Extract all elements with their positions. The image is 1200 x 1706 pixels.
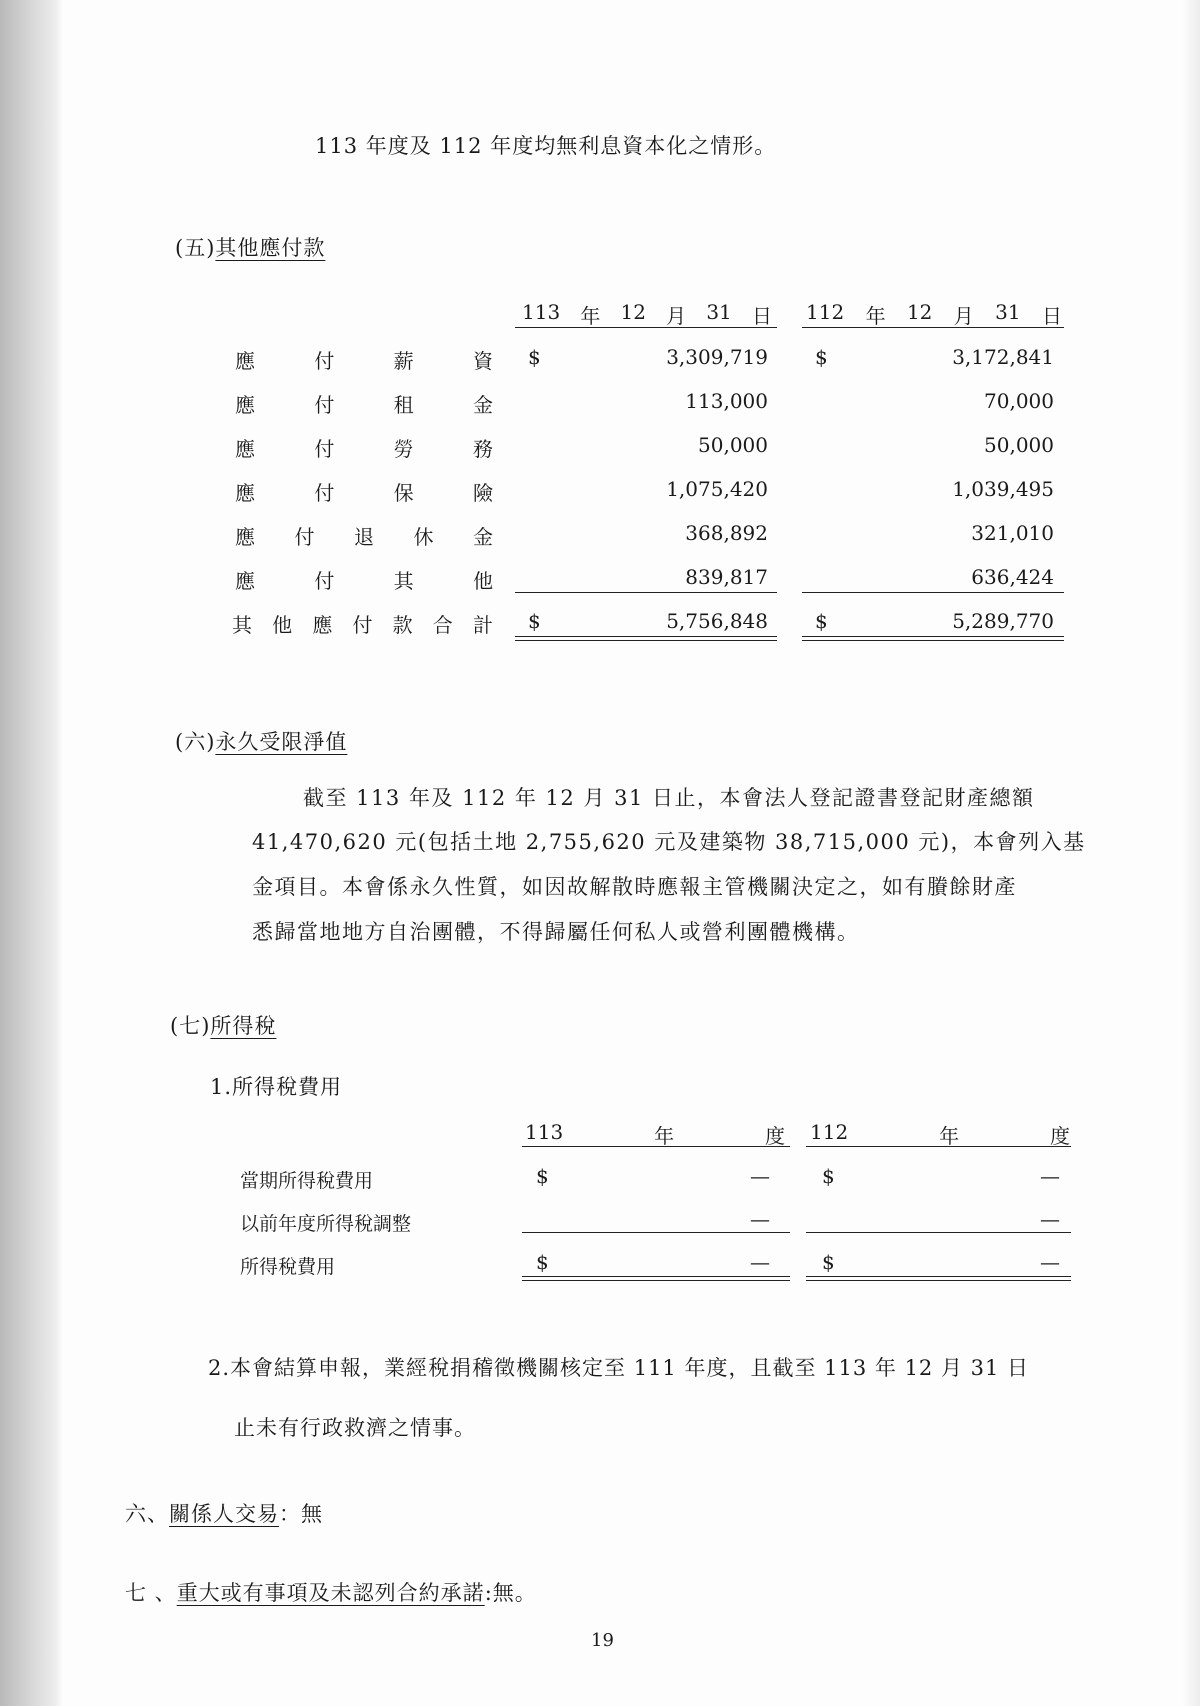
section6-line-4: 悉歸當地地方自治團體，不得歸屬任何私人或營利團體機構。 bbox=[252, 920, 860, 944]
s7-currency-113: $ bbox=[536, 1164, 549, 1188]
s7-currency-112: $ bbox=[822, 1164, 835, 1188]
item6-prefix: 六、 bbox=[125, 1502, 169, 1526]
s5-value-113: 50,000 bbox=[698, 433, 768, 457]
s7-dash-112: — bbox=[1040, 1207, 1060, 1231]
item7-suffix: :無。 bbox=[484, 1581, 537, 1605]
s5-row-label: 應 付 保 險 bbox=[235, 481, 493, 505]
s5-value-113: 3,309,719 bbox=[666, 345, 768, 369]
scan-edge-shadow bbox=[1182, 0, 1200, 1706]
section6-line-3: 金項目。本會係永久性質，如因故解散時應報主管機關決定之，如有賸餘財產 bbox=[252, 875, 1017, 899]
section6-title: 永久受限淨值 bbox=[215, 730, 348, 754]
s7-total-double-rule-112 bbox=[806, 1276, 1071, 1281]
s7-row-label: 所得稅費用 bbox=[240, 1256, 336, 1278]
section7-sub2-line-1: 2.本會結算申報，業經稅捐稽徵機關核定至 111 年度，且截至 113 年 12 月 31 日 bbox=[208, 1356, 1030, 1380]
item7-title: 重大或有事項及未認列合約承諾 bbox=[176, 1581, 485, 1605]
s7-total-currency-112: $ bbox=[822, 1250, 835, 1274]
section6-line-2: 41,470,620 元(包括土地 2,755,620 元及建築物 38,715,000 元)，本會列入基 bbox=[252, 830, 1086, 854]
item6-title: 關係人交易 bbox=[169, 1502, 279, 1526]
section5-prefix: (五) bbox=[175, 236, 216, 260]
s5-subtotal-rule-112 bbox=[802, 592, 1064, 593]
s5-col-112-header-rule bbox=[802, 327, 1064, 328]
section6-prefix: (六) bbox=[175, 730, 216, 754]
s7-dash-113: — bbox=[750, 1207, 770, 1231]
s5-row-label: 應 付 薪 資 bbox=[235, 349, 493, 373]
s5-total-currency-112: $ bbox=[815, 609, 828, 633]
s5-value-113: 368,892 bbox=[685, 521, 768, 545]
item7-line bbox=[125, 1577, 537, 1607]
item6-suffix: ：無 bbox=[279, 1502, 323, 1526]
section7-title: 所得稅 bbox=[210, 1014, 277, 1038]
s7-subtotal-rule-113 bbox=[522, 1232, 790, 1233]
s5-col-112-header: 112 年 12 月 31 日 bbox=[806, 300, 1062, 328]
s5-currency-113: $ bbox=[528, 345, 541, 369]
section6-line-1: 截至 113 年及 112 年 12 月 31 日止，本會法人登記證書登記財產總額 bbox=[303, 786, 1035, 810]
s7-col-113-header: 113 年 度 bbox=[525, 1120, 785, 1148]
s5-col-113-header: 113 年 12 月 31 日 bbox=[522, 300, 772, 328]
s5-subtotal-rule-113 bbox=[515, 592, 777, 593]
s5-value-112: 1,039,495 bbox=[952, 477, 1054, 501]
s5-value-112: 3,172,841 bbox=[952, 345, 1054, 369]
s7-col-112-header-rule bbox=[806, 1146, 1071, 1147]
s7-total-currency-113: $ bbox=[536, 1250, 549, 1274]
s5-value-113: 839,817 bbox=[685, 565, 768, 589]
section7-prefix: (七) bbox=[170, 1014, 211, 1038]
page-number: 19 bbox=[591, 1630, 614, 1651]
s7-total-dash-113: — bbox=[750, 1250, 770, 1274]
section7-sub2-line-2: 止未有行政救濟之情事。 bbox=[234, 1416, 476, 1440]
s5-total-112: 5,289,770 bbox=[952, 609, 1054, 633]
s5-total-double-rule-112 bbox=[802, 636, 1064, 641]
s5-value-112: 70,000 bbox=[984, 389, 1054, 413]
s7-col-112-header: 112 年 度 bbox=[810, 1120, 1070, 1148]
s5-total-label: 其 他 應 付 款 合 計 bbox=[232, 613, 493, 637]
s5-currency-112: $ bbox=[815, 345, 828, 369]
s5-value-113: 113,000 bbox=[685, 389, 768, 413]
s7-dash-112: — bbox=[1040, 1164, 1060, 1188]
s5-col-113-header-rule bbox=[515, 327, 777, 328]
section7-heading bbox=[170, 1010, 276, 1040]
section7-sub1-title: 1.所得稅費用 bbox=[210, 1075, 343, 1099]
s5-value-112: 50,000 bbox=[984, 433, 1054, 457]
s5-row-label: 應 付 勞 務 bbox=[235, 437, 493, 461]
s7-row-label: 當期所得稅費用 bbox=[240, 1170, 374, 1192]
item7-prefix: 七 、 bbox=[125, 1581, 177, 1605]
scan-binding-shadow bbox=[0, 0, 62, 1706]
s5-value-112: 321,010 bbox=[971, 521, 1054, 545]
s5-row-label: 應 付 退 休 金 bbox=[235, 525, 493, 549]
s5-total-double-rule-113 bbox=[515, 636, 777, 641]
s5-value-113: 1,075,420 bbox=[666, 477, 768, 501]
section5-title: 其他應付款 bbox=[215, 236, 326, 260]
s7-row-label: 以前年度所得稅調整 bbox=[240, 1213, 412, 1235]
item6-line bbox=[125, 1498, 323, 1528]
s7-dash-113: — bbox=[750, 1164, 770, 1188]
s7-total-double-rule-113 bbox=[522, 1276, 790, 1281]
s7-subtotal-rule-112 bbox=[806, 1232, 1071, 1233]
s5-row-label: 應 付 租 金 bbox=[235, 393, 493, 417]
s7-col-113-header-rule bbox=[522, 1146, 790, 1147]
s5-total-113: 5,756,848 bbox=[666, 609, 768, 633]
s5-row-label: 應 付 其 他 bbox=[235, 569, 493, 593]
s5-value-112: 636,424 bbox=[971, 565, 1054, 589]
section5-heading bbox=[175, 232, 325, 262]
section6-heading bbox=[175, 726, 347, 756]
intro-line: 113 年度及 112 年度均無利息資本化之情形。 bbox=[315, 134, 777, 158]
s7-total-dash-112: — bbox=[1040, 1250, 1060, 1274]
s5-total-currency-113: $ bbox=[528, 609, 541, 633]
